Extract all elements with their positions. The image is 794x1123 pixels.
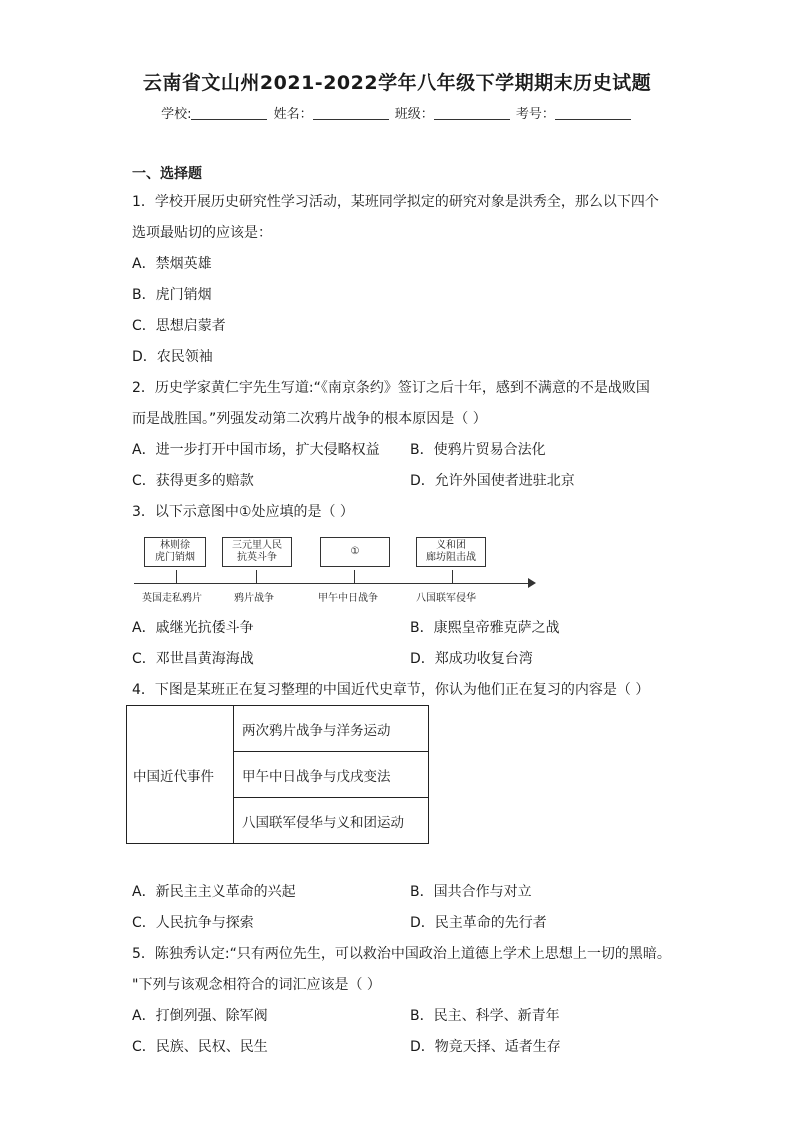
timeline-tick: [452, 570, 453, 584]
class-label: 班级：: [394, 107, 434, 122]
q1-option-b: B．虎门销烟: [132, 287, 212, 303]
q4-stem: 4．下图是某班正在复习整理的中国近代史章节，你认为他们正在复习的内容是（ ）: [132, 682, 650, 698]
timeline-tick: [256, 570, 257, 584]
page-title: 云南省文山州2021-2022学年八年级下学期期末历史试题: [142, 72, 652, 94]
timeline-label: 八国联军侵华: [416, 593, 476, 604]
timeline-label: 英国走私鸦片: [142, 593, 202, 604]
timeline-arrow: [528, 578, 536, 588]
timeline-label: 甲午中日战争: [318, 593, 378, 604]
timeline-box-text: ①: [350, 546, 360, 557]
q4-option-a: A．新民主主义革命的兴起: [132, 884, 296, 900]
q1-stem-line2: 选项最贴切的应该是：: [132, 225, 272, 241]
q1-stem-line1: 1．学校开展历史研究性学习活动，某班同学拟定的研究对象是洪秀全，那么以下四个: [132, 194, 659, 210]
events-table-row: 两次鸦片战争与洋务运动: [234, 706, 429, 752]
q5-stem-line2: "下列与该观念相符合的词汇应该是（ ）: [132, 977, 381, 993]
section-heading: 一、选择题: [132, 166, 202, 182]
timeline-tick: [176, 570, 177, 584]
timeline-diagram: [132, 535, 532, 605]
exam-number-blank: [555, 106, 631, 120]
q5-option-c: C．民族、民权、民生: [132, 1039, 268, 1055]
timeline-label: 鸦片战争: [234, 593, 274, 604]
exam-number-label: 考号：: [515, 107, 555, 122]
timeline-box-text: 义和团 廊坊阻击战: [426, 540, 476, 563]
timeline-box-text: 三元里人民 抗英斗争: [232, 540, 282, 563]
q3-option-a: A．戚继光抗倭斗争: [132, 620, 254, 636]
school-label: 学校:: [161, 107, 192, 122]
q3-stem: 3．以下示意图中①处应填的是（ ）: [132, 504, 354, 520]
q5-option-b: B．民主、科学、新青年: [410, 1008, 560, 1024]
timeline-box-text: 林则徐 虎门销烟: [155, 540, 195, 563]
name-label: 姓名：: [273, 107, 313, 122]
timeline-tick: [354, 570, 355, 584]
q3-option-c: C．邓世昌黄海海战: [132, 651, 254, 667]
events-table-row: 八国联军侵华与义和团运动: [234, 798, 429, 844]
q2-option-c: C．获得更多的赔款: [132, 473, 254, 489]
q4-option-b: B．国共合作与对立: [410, 884, 532, 900]
timeline-box-blank: [320, 537, 390, 567]
name-blank: [313, 106, 389, 120]
timeline-box-1: [144, 537, 206, 567]
q5-stem-line1: 5．陈独秀认定:“只有两位先生，可以救治中国政治上道德上学术上思想上一切的黑暗。: [132, 946, 671, 962]
q3-option-d: D．郑成功收复台湾: [410, 651, 533, 667]
events-table-category: 中国近代事件: [127, 706, 234, 844]
q2-stem-line1: 2．历史学家黄仁宇先生写道:“《南京条约》签订之后十年，感到不满意的不是战败国: [132, 380, 650, 396]
events-table-row: 甲午中日战争与戊戌变法: [234, 752, 429, 798]
q1-option-d: D．农民领袖: [132, 349, 213, 365]
events-table: [126, 705, 429, 844]
q1-option-c: C．思想启蒙者: [132, 318, 226, 334]
school-blank: [191, 106, 267, 120]
timeline-box-2: [222, 537, 292, 567]
q5-option-a: A．打倒列强、除军阀: [132, 1008, 268, 1024]
timeline-box-4: [416, 537, 486, 567]
q2-option-b: B．使鸦片贸易合法化: [410, 442, 546, 458]
q2-stem-line2: 而是战胜国。”列强发动第二次鸦片战争的根本原因是（ ）: [132, 411, 487, 427]
student-info-row: [0, 103, 794, 122]
class-blank: [434, 106, 510, 120]
q3-option-b: B．康熙皇帝雅克萨之战: [410, 620, 560, 636]
timeline-axis: [134, 583, 532, 584]
q4-option-c: C．人民抗争与探索: [132, 915, 254, 931]
q2-option-d: D．允许外国使者进驻北京: [410, 473, 575, 489]
q4-option-d: D．民主革命的先行者: [410, 915, 547, 931]
q2-option-a: A．进一步打开中国市场，扩大侵略权益: [132, 442, 380, 458]
q1-option-a: A．禁烟英雄: [132, 256, 212, 272]
q5-option-d: D．物竞天择、适者生存: [410, 1039, 561, 1055]
